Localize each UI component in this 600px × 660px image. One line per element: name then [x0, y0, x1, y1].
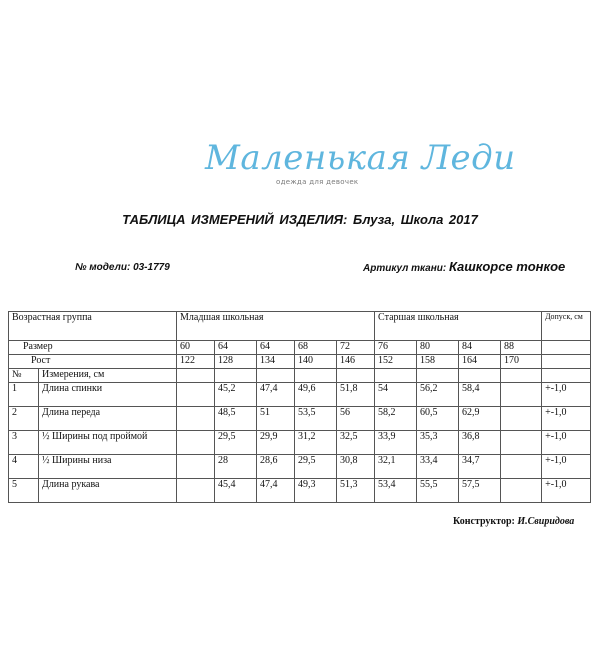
empty-cell: [501, 431, 542, 455]
model-number: [75, 262, 170, 273]
value-cell: 58,2: [375, 407, 417, 431]
value-cell: 29,5: [295, 455, 337, 479]
size-cell: 64: [257, 341, 295, 355]
height-cell: 170: [501, 355, 542, 369]
size-row: [9, 341, 591, 355]
value-cell: 45,4: [215, 479, 257, 503]
brand-logo: [0, 138, 600, 198]
value-cell: 33,9: [375, 431, 417, 455]
measurements-header-row: [9, 369, 591, 383]
size-cell: 68: [295, 341, 337, 355]
row-name: Длина переда: [39, 407, 177, 431]
empty-cell: [542, 355, 591, 369]
size-cell: 88: [501, 341, 542, 355]
value-cell: 53,5: [295, 407, 337, 431]
junior-school-header: Младшая школьная: [177, 312, 375, 341]
empty-cell: [501, 479, 542, 503]
empty-cell: [177, 479, 215, 503]
tolerance-cell: +-1,0: [542, 431, 591, 455]
value-cell: 56: [337, 407, 375, 431]
model-number-value: 03-1779: [133, 262, 170, 273]
empty-cell: [177, 431, 215, 455]
value-cell: 45,2: [215, 383, 257, 407]
designer-credit: [453, 516, 574, 527]
value-cell: 58,4: [459, 383, 501, 407]
value-cell: 47,4: [257, 383, 295, 407]
model-number-label: № модели:: [75, 262, 131, 273]
tolerance-cell: +-1,0: [542, 407, 591, 431]
empty-cell: [177, 407, 215, 431]
value-cell: 55,5: [417, 479, 459, 503]
table-row: [9, 455, 591, 479]
height-row: [9, 355, 591, 369]
empty-cell: [501, 407, 542, 431]
designer-name: И.Свиридова: [517, 516, 575, 527]
height-cell: 122: [177, 355, 215, 369]
height-cell: 158: [417, 355, 459, 369]
number-column-label: №: [9, 369, 39, 383]
value-cell: 51,8: [337, 383, 375, 407]
empty-cell: [177, 383, 215, 407]
fabric-article: [363, 259, 565, 274]
height-cell: 152: [375, 355, 417, 369]
tolerance-header: Допуск, см: [542, 312, 591, 341]
row-name: ½ Ширины под проймой: [39, 431, 177, 455]
empty-cell: [501, 383, 542, 407]
value-cell: 51: [257, 407, 295, 431]
value-cell: 32,1: [375, 455, 417, 479]
document-title: ТАБЛИЦА ИЗМЕРЕНИЙ ИЗДЕЛИЯ: Блуза, Школа 2017: [122, 212, 478, 227]
row-number: 5: [9, 479, 39, 503]
value-cell: 57,5: [459, 479, 501, 503]
value-cell: 47,4: [257, 479, 295, 503]
value-cell: 60,5: [417, 407, 459, 431]
row-number: 3: [9, 431, 39, 455]
table-row: [9, 383, 591, 407]
value-cell: 48,5: [215, 407, 257, 431]
height-cell: 134: [257, 355, 295, 369]
value-cell: 29,9: [257, 431, 295, 455]
value-cell: 28: [215, 455, 257, 479]
empty-cell: [177, 455, 215, 479]
value-cell: 51,3: [337, 479, 375, 503]
tolerance-cell: +-1,0: [542, 455, 591, 479]
row-name: ½ Ширины низа: [39, 455, 177, 479]
senior-school-header: Старшая школьная: [375, 312, 542, 341]
size-cell: 60: [177, 341, 215, 355]
value-cell: 54: [375, 383, 417, 407]
table-row: [9, 407, 591, 431]
value-cell: 29,5: [215, 431, 257, 455]
value-cell: 62,9: [459, 407, 501, 431]
row-name: Длина спинки: [39, 383, 177, 407]
value-cell: 30,8: [337, 455, 375, 479]
size-label: Размер: [9, 341, 177, 355]
value-cell: 32,5: [337, 431, 375, 455]
brand-logo-tagline: одежда для девочек: [276, 178, 359, 186]
value-cell: 28,6: [257, 455, 295, 479]
height-cell: 140: [295, 355, 337, 369]
size-cell: 84: [459, 341, 501, 355]
value-cell: 33,4: [417, 455, 459, 479]
value-cell: 49,3: [295, 479, 337, 503]
value-cell: 36,8: [459, 431, 501, 455]
empty-cell: [542, 341, 591, 355]
row-name: Длина рукава: [39, 479, 177, 503]
row-number: 1: [9, 383, 39, 407]
fabric-article-value: Кашкорсе тонкое: [448, 259, 566, 274]
tolerance-cell: +-1,0: [542, 383, 591, 407]
table-row: [9, 431, 591, 455]
table-header-row: [9, 312, 591, 341]
height-cell: 128: [215, 355, 257, 369]
height-cell: 146: [337, 355, 375, 369]
value-cell: 34,7: [459, 455, 501, 479]
value-cell: 53,4: [375, 479, 417, 503]
size-cell: 80: [417, 341, 459, 355]
measurements-column-label: Измерения, см: [39, 369, 177, 383]
brand-logo-title: Маленькая Леди: [205, 138, 516, 178]
value-cell: 31,2: [295, 431, 337, 455]
table-row: [9, 479, 591, 503]
size-cell: 64: [215, 341, 257, 355]
age-group-label: Возрастная группа: [9, 312, 177, 341]
row-number: 2: [9, 407, 39, 431]
empty-cell: [501, 455, 542, 479]
value-cell: 35,3: [417, 431, 459, 455]
height-cell: 164: [459, 355, 501, 369]
height-label: Рост: [9, 355, 177, 369]
fabric-article-label: Артикул ткани:: [363, 263, 447, 274]
value-cell: 49,6: [295, 383, 337, 407]
measurements-table: [8, 311, 591, 503]
row-number: 4: [9, 455, 39, 479]
size-cell: 72: [337, 341, 375, 355]
tolerance-cell: +-1,0: [542, 479, 591, 503]
designer-label: Конструктор:: [453, 516, 515, 527]
size-cell: 76: [375, 341, 417, 355]
value-cell: 56,2: [417, 383, 459, 407]
